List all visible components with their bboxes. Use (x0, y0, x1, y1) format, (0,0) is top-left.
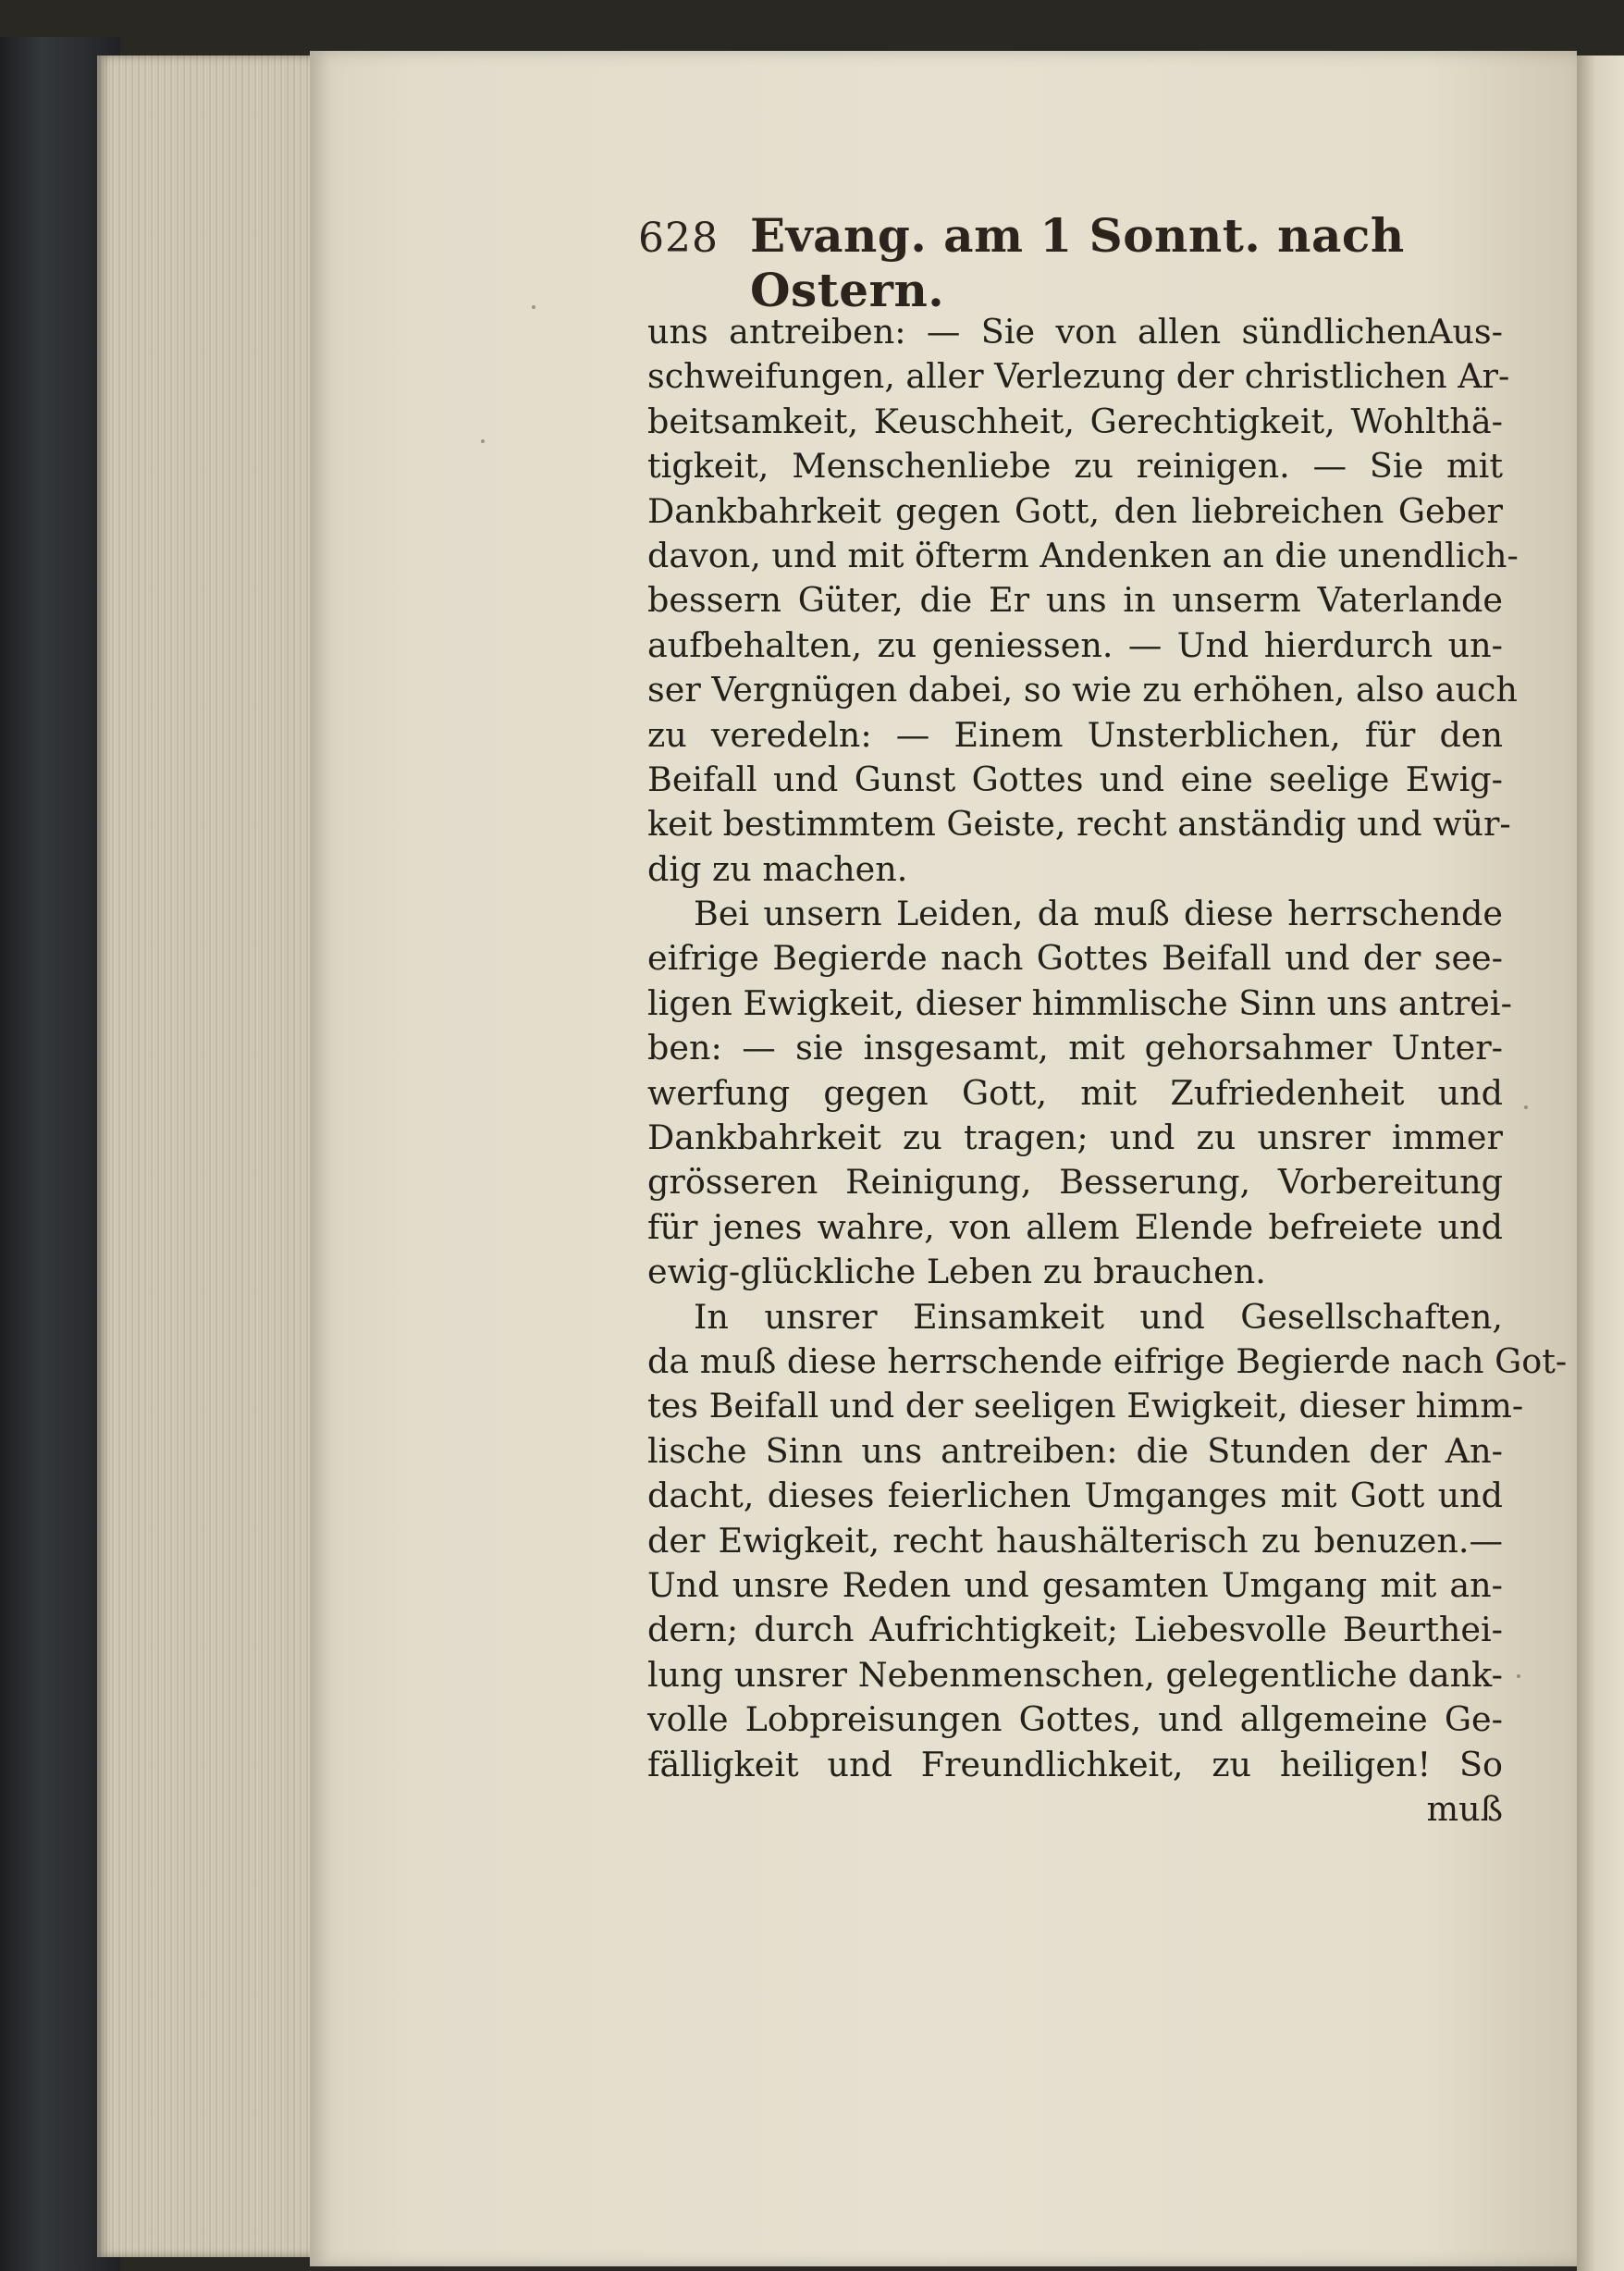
paragraph-first-line: In unsrer Einsamkeit und Gesellschaften, (694, 1296, 1503, 1337)
text-line: dig zu machen. (647, 848, 908, 889)
text-line: davon, und mit öfterm Andenken an die unendlich- (647, 535, 1519, 575)
text-line: fälligkeit und Freundlichkeit, zu heiligen! So (647, 1744, 1503, 1784)
text-line: der Ewigkeit, recht haushälterisch zu benuzen.— (647, 1520, 1503, 1561)
text-line: zu veredeln: — Einem Unsterblichen, für den (647, 714, 1503, 755)
paragraph-first-line: Bei unsern Leiden, da muß diese herrschende (694, 894, 1503, 934)
text-line: grösseren Reinigung, Besserung, Vorbereitung (647, 1162, 1503, 1203)
text-line: keit bestimmtem Geiste, recht anständig und wür- (647, 804, 1511, 845)
page-stack-edges (97, 56, 319, 2257)
running-title: Evang. am 1 Sonnt. nach Ostern. (749, 208, 1405, 317)
text-line: werfung gegen Gott, mit Zufriedenheit und (647, 1072, 1503, 1113)
body-text (647, 310, 1568, 1832)
text-line: tes Beifall und der seeligen Ewigkeit, dieser himm- (647, 1386, 1524, 1426)
text-line: beitsamkeit, Keuschheit, Gerechtigkeit, Wohlthä- (647, 401, 1503, 441)
text-line: volle Lobpreisungen Gottes, und allgemeine Ge- (647, 1699, 1503, 1740)
text-line: Beifall und Gunst Gottes und eine seelige Ewig- (647, 759, 1503, 799)
facing-page-edge (1577, 56, 1624, 2271)
text-line: bessern Güter, die Er uns in unserm Vaterlande (647, 580, 1503, 621)
text-line: uns antreiben: — Sie von allen sündlichenAus- (647, 312, 1503, 352)
text-line: ligen Ewigkeit, dieser himmlische Sinn uns antrei- (647, 982, 1512, 1023)
text-line: für jenes wahre, von allem Elende befreiete und (647, 1206, 1503, 1247)
text-line: lische Sinn uns antreiben: die Stunden der An- (647, 1430, 1503, 1471)
running-head (638, 208, 1424, 317)
text-line: lung unsrer Nebenmenschen, gelegentliche dank- (647, 1654, 1503, 1695)
text-line: Und unsre Reden und gesamten Umgang mit an- (647, 1564, 1503, 1605)
text-line: Dankbahrkeit zu tragen; und zu unsrer immer (647, 1117, 1503, 1158)
catchword: muß (1426, 1788, 1503, 1829)
text-line: eifrige Begierde nach Gottes Beifall und der see- (647, 938, 1503, 979)
text-line: dacht, dieses feierlichen Umganges mit Gott und (647, 1475, 1503, 1516)
text-line: ser Vergnügen dabei, so wie zu erhöhen, also auch (647, 670, 1518, 710)
text-line: ewig-glückliche Leben zu brauchen. (647, 1252, 1266, 1292)
text-line: aufbehalten, zu geniessen. — Und hierdurch un- (647, 624, 1503, 665)
text-line: schweifungen, aller Verlezung der christlichen Ar- (647, 356, 1510, 397)
text-line: tigkeit, Menschenliebe zu reinigen. — Sie mit (647, 446, 1503, 487)
text-line: da muß diese herrschende eifrige Begierde nach Got- (647, 1340, 1568, 1381)
text-line: dern; durch Aufrichtigkeit; Liebesvolle Beurthei- (647, 1610, 1503, 1650)
text-line: ben: — sie insgesamt, mit gehorsahmer Unter- (647, 1028, 1503, 1068)
text-line: Dankbahrkeit gegen Gott, den liebreichen Geber (647, 490, 1503, 531)
page-number: 628 (638, 215, 719, 262)
